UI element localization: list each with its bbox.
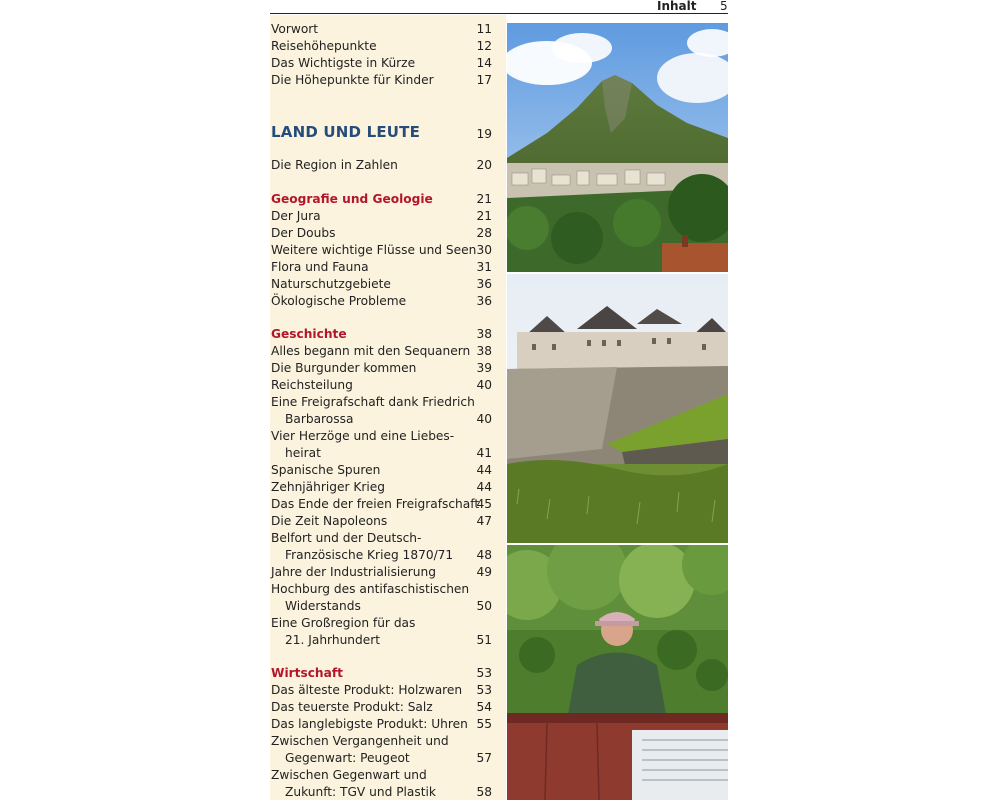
toc-page: 44 — [476, 463, 492, 477]
toc-page: 53 — [476, 666, 492, 680]
photo-column — [507, 23, 728, 800]
toc-page: 21 — [476, 209, 492, 223]
toc-page: 47 — [476, 514, 492, 528]
toc-page: 36 — [476, 294, 492, 308]
toc-entry-wichtigste[interactable]: Das Wichtigste in Kürze — [271, 56, 416, 70]
toc-page: 11 — [476, 22, 492, 36]
toc-page: 41 — [476, 446, 492, 460]
toc-entry[interactable]: Hochburg des antifaschistischen — [271, 582, 470, 596]
toc-entry-continuation[interactable]: 21. Jahrhundert — [285, 633, 381, 647]
toc-entry-vorwort[interactable]: Vorwort — [271, 22, 319, 36]
toc-section-land-und-leute[interactable]: LAND UND LEUTE — [271, 123, 421, 141]
toc-page: 53 — [476, 683, 492, 697]
page-number: 5 — [720, 0, 728, 13]
toc-entry-continuation[interactable]: Barbarossa — [285, 412, 354, 426]
toc-entry[interactable]: Das langlebigste Produkt: Uhren — [271, 717, 468, 731]
toc-entry[interactable]: Die Zeit Napoleons — [271, 514, 388, 528]
toc-page: 44 — [476, 480, 492, 494]
toc-entry[interactable]: Zehnjähriger Krieg — [271, 480, 386, 494]
toc-page: 21 — [476, 192, 492, 206]
toc-entry-reisehoehepunkte[interactable]: Reisehöhepunkte — [271, 39, 377, 53]
toc-entry[interactable]: Das Ende der freien Freigrafschaft — [271, 497, 480, 511]
toc-entry[interactable]: Zwischen Gegenwart und — [271, 768, 427, 782]
toc-page: 40 — [476, 412, 492, 426]
toc-entry-continuation[interactable]: Gegenwart: Peugeot — [285, 751, 410, 765]
toc-entry[interactable]: Die Burgunder kommen — [271, 361, 417, 375]
toc-entry[interactable]: Flora und Fauna — [271, 260, 369, 274]
toc-entry-continuation[interactable]: heirat — [285, 446, 321, 460]
toc-entry[interactable]: Der Doubs — [271, 226, 336, 240]
toc-page: 55 — [476, 717, 492, 731]
toc-entry[interactable]: Eine Großregion für das — [271, 616, 416, 630]
toc-entry[interactable]: Der Jura — [271, 209, 321, 223]
toc-page: 57 — [476, 751, 492, 765]
toc-entry[interactable]: Jahre der Industrialisierung — [271, 565, 436, 579]
toc-heading-geografie[interactable]: Geografie und Geologie — [271, 192, 433, 206]
toc-page: 50 — [476, 599, 492, 613]
toc-entry[interactable]: Das teuerste Produkt: Salz — [271, 700, 433, 714]
toc-page: 28 — [476, 226, 492, 240]
toc-entry[interactable]: Eine Freigrafschaft dank Friedrich — [271, 395, 475, 409]
toc-entry-continuation[interactable]: Französische Krieg 1870/71 — [285, 548, 454, 562]
running-header-label: Inhalt — [657, 0, 697, 13]
toc-page: 31 — [476, 260, 492, 274]
toc-entry[interactable]: Alles begann mit den Sequanern — [271, 344, 471, 358]
toc-page: 39 — [476, 361, 492, 375]
toc-page: 38 — [476, 327, 492, 341]
toc-heading-wirtschaft[interactable]: Wirtschaft — [271, 666, 343, 680]
table-of-contents — [270, 0, 506, 800]
toc-page: 12 — [476, 39, 492, 53]
toc-page: 20 — [476, 158, 492, 172]
toc-heading-geschichte[interactable]: Geschichte — [271, 327, 347, 341]
toc-page: 40 — [476, 378, 492, 392]
toc-entry-region-zahlen[interactable]: Die Region in Zahlen — [271, 158, 398, 172]
toc-page: 19 — [476, 127, 492, 141]
toc-page: 30 — [476, 243, 492, 257]
toc-entry-continuation[interactable]: Zukunft: TGV und Plastik — [285, 785, 436, 799]
toc-entry[interactable]: Naturschutzgebiete — [271, 277, 391, 291]
toc-entry-continuation[interactable]: Widerstands — [285, 599, 361, 613]
toc-entry[interactable]: Vier Herzöge und eine Liebes- — [271, 429, 455, 443]
toc-page: 49 — [476, 565, 492, 579]
toc-page: 51 — [476, 633, 492, 647]
toc-entry[interactable]: Das älteste Produkt: Holzwaren — [271, 683, 463, 697]
toc-page: 38 — [476, 344, 492, 358]
toc-entry[interactable]: Weitere wichtige Flüsse und Seen — [271, 243, 477, 257]
toc-page: 54 — [476, 700, 492, 714]
toc-entry[interactable]: Spanische Spuren — [271, 463, 381, 477]
toc-entry-kinder[interactable]: Die Höhepunkte für Kinder — [271, 73, 434, 87]
toc-page: 36 — [476, 277, 492, 291]
toc-page: 17 — [476, 73, 492, 87]
toc-page: 14 — [476, 56, 492, 70]
toc-page: 48 — [476, 548, 492, 562]
photo-grape-harvest — [507, 545, 728, 800]
photo-mountain-town — [507, 23, 728, 272]
toc-entry[interactable]: Ökologische Probleme — [271, 294, 407, 308]
photo-fortress — [507, 274, 728, 543]
toc-entry[interactable]: Reichsteilung — [271, 378, 353, 392]
toc-entry[interactable]: Belfort und der Deutsch- — [271, 531, 422, 545]
toc-entry[interactable]: Zwischen Vergangenheit und — [271, 734, 449, 748]
toc-page: 58 — [476, 785, 492, 799]
toc-page: 45 — [476, 497, 492, 511]
